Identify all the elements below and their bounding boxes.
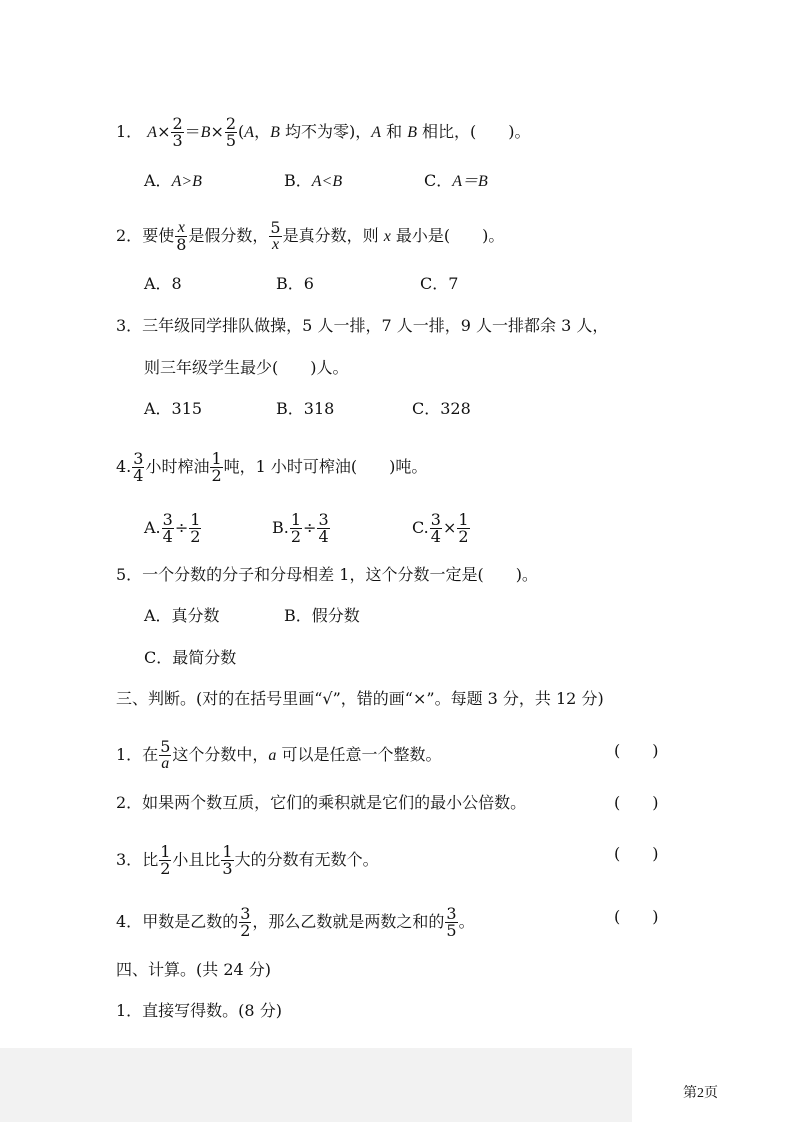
q3-option-a[interactable]: A．315 (144, 399, 203, 418)
var-a: A (147, 124, 158, 141)
operator: ÷ (303, 518, 317, 537)
fraction-1-2 (159, 844, 171, 877)
times-sign: × (157, 122, 171, 141)
q1-option-a[interactable] (144, 171, 202, 192)
numerator: 1 (290, 510, 302, 529)
denominator: a (161, 755, 170, 772)
question-number: 1． (116, 122, 143, 141)
q3-stem-line1: 3．三年级同学排队做操，5 人一排，7 人一排，9 人一排都余 3 人， (116, 316, 609, 335)
judge-1 (116, 739, 442, 772)
option-label: A． (144, 171, 172, 190)
numerator: 3 (446, 904, 457, 923)
numerator: x (175, 220, 187, 237)
denominator: 3 (222, 859, 233, 878)
denominator: 5 (446, 921, 457, 940)
numerator: 5 (160, 737, 171, 756)
option-label: B． (284, 171, 312, 190)
option-label: C． (424, 171, 453, 190)
text: 相比，( )。 (416, 122, 531, 141)
denominator: x (271, 236, 280, 253)
text: 这个分数中， (172, 745, 269, 764)
text: 均不为零)， (279, 122, 372, 141)
denominator: 5 (225, 131, 237, 150)
fraction (162, 512, 174, 545)
option-text: A>B (171, 173, 202, 190)
option-label: A. (144, 518, 161, 537)
judge-3-answer-blank[interactable]: ( ) (614, 844, 659, 863)
times-sign: × (210, 122, 224, 141)
text: 。 (458, 912, 475, 931)
judge-4-answer-blank[interactable]: ( ) (614, 907, 659, 926)
fraction-1-2 (210, 451, 222, 484)
q1-stem (116, 116, 531, 149)
numerator: 1 (458, 510, 469, 529)
text: 小且比 (172, 850, 221, 869)
numerator: 3 (133, 449, 144, 468)
text: 要使 (142, 226, 175, 245)
fraction-1-3 (221, 844, 233, 877)
numerator: 3 (430, 510, 441, 529)
numerator: 1 (190, 510, 201, 529)
denominator: 2 (160, 859, 171, 878)
numerator: 3 (318, 510, 329, 529)
option-label: B. (272, 518, 289, 537)
fraction-5-x (269, 220, 281, 253)
page-number: 第2页 (683, 1086, 718, 1101)
numerator: 2 (172, 114, 183, 133)
section4-title: 四、计算。(共 24 分) (116, 960, 272, 979)
question-number: 2． (116, 226, 143, 245)
text: 在 (142, 745, 159, 764)
numerator: 1 (160, 842, 171, 861)
var-x: x (383, 228, 391, 245)
var-b: B (407, 124, 417, 141)
denominator: 3 (172, 131, 183, 150)
option-label: C. (412, 518, 429, 537)
judge-4 (116, 906, 475, 939)
denominator: 8 (176, 235, 187, 254)
numerator: 2 (225, 114, 237, 133)
q4-option-c[interactable] (412, 512, 471, 545)
q2-stem (116, 220, 504, 253)
var-b: B (270, 124, 280, 141)
operator: ÷ (174, 518, 189, 537)
denominator: 4 (133, 466, 144, 485)
numerator: 3 (162, 510, 173, 529)
judge-3 (116, 844, 379, 877)
judge-2-answer-blank[interactable]: ( ) (614, 793, 659, 812)
numerator: 5 (270, 218, 281, 237)
option-text: A＝B (452, 173, 488, 190)
denominator: 2 (190, 527, 201, 546)
text: 甲数是乙数的 (142, 912, 239, 931)
judge-1-answer-blank[interactable]: ( ) (614, 741, 659, 760)
q2-option-c[interactable]: C．7 (420, 274, 459, 293)
fraction-x-8 (175, 220, 187, 253)
text: ， (254, 122, 271, 141)
question-number: 4． (116, 912, 143, 931)
fraction-3-5 (445, 906, 457, 939)
fraction-3-4 (132, 451, 144, 484)
text: ，那么乙数就是两数之和的 (252, 912, 445, 931)
operator: × (442, 518, 457, 537)
fraction (290, 512, 302, 545)
q3-stem-line2: 则三年级学生最少( )人。 (144, 358, 349, 377)
fraction-5-a (159, 739, 171, 772)
numerator: 3 (240, 904, 251, 923)
q2-option-b[interactable]: B．6 (276, 274, 314, 293)
text: 是假分数， (188, 226, 269, 245)
q4-option-a[interactable] (144, 512, 202, 545)
var-a: a (268, 747, 277, 764)
fraction (457, 512, 469, 545)
denominator: 4 (318, 527, 329, 546)
q5-option-a[interactable]: A．真分数 (144, 606, 220, 625)
q1-option-c[interactable] (424, 171, 488, 192)
denominator: 2 (240, 921, 251, 940)
q4-option-b[interactable] (272, 512, 331, 545)
judge-2: 2．如果两个数互质，它们的乘积就是它们的最小公倍数。 (116, 793, 527, 812)
text: 最小是( )。 (390, 226, 505, 245)
q5-stem: 5．一个分数的分子和分母相差 1，这个分数一定是( )。 (116, 565, 538, 584)
q2-option-a[interactable]: A．8 (144, 274, 182, 293)
text: 是真分数，则 (282, 226, 384, 245)
question-number: 3． (116, 850, 143, 869)
fraction (189, 512, 201, 545)
footer-band (0, 1048, 632, 1122)
text: 小时榨油 (145, 457, 210, 476)
text: 大的分数有无数个。 (234, 850, 379, 869)
q3-option-c[interactable]: C．328 (412, 399, 471, 418)
var-a: A (244, 124, 255, 141)
q4-stem (116, 451, 427, 484)
text: ( (238, 122, 245, 141)
q1-option-b[interactable] (284, 171, 342, 192)
denominator: 4 (430, 527, 441, 546)
text: 可以是任意一个整数。 (276, 745, 442, 764)
fraction-2-5 (225, 116, 237, 149)
fraction (317, 512, 329, 545)
denominator: 2 (211, 466, 222, 485)
fraction-3-2 (239, 906, 251, 939)
text: 比 (142, 850, 159, 869)
denominator: 2 (458, 527, 469, 546)
q3-option-b[interactable]: B．318 (276, 399, 335, 418)
denominator: 2 (290, 527, 302, 546)
q5-option-c[interactable]: C．最简分数 (144, 648, 237, 667)
question-number: 1． (116, 745, 143, 764)
section4-sub1: 1．直接写得数。(8 分) (116, 1001, 282, 1020)
text: 吨，1 小时可榨油( )吨。 (223, 457, 428, 476)
equals-sign: ＝ (184, 122, 201, 141)
denominator: 4 (162, 527, 173, 546)
text: 和 (381, 122, 408, 141)
section3-title: 三、判断。(对的在括号里画“√”，错的画“×”。每题 3 分，共 12 分) (116, 689, 604, 708)
fraction-2-3 (171, 116, 183, 149)
var-a: A (371, 124, 381, 141)
numerator: 1 (211, 449, 222, 468)
question-number: 4. (116, 457, 132, 476)
fraction (430, 512, 442, 545)
var-b: B (200, 124, 211, 141)
option-text: A<B (311, 173, 343, 190)
q5-option-b[interactable]: B．假分数 (284, 606, 360, 625)
numerator: 1 (222, 842, 233, 861)
